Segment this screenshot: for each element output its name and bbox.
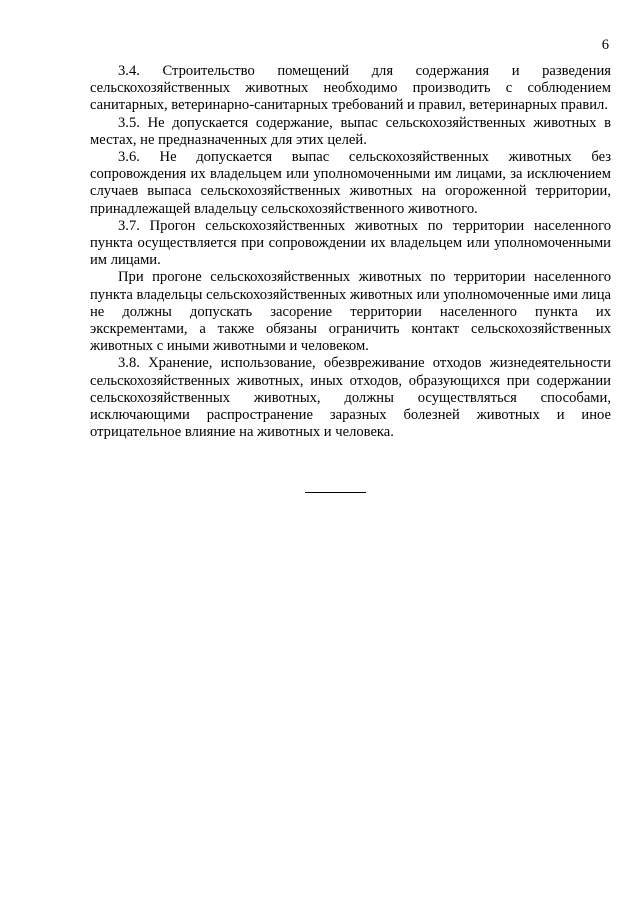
page-number: 6 bbox=[601, 37, 609, 53]
paragraph-3-7: 3.7. Прогон сельскохозяйственных животных по территории населенного пункта осуществляется при сопровождении их владельцем или уполномоченными им лицами. bbox=[90, 217, 611, 269]
paragraph-3-8: 3.8. Хранение, использование, обезвреживание отходов жизнедеятельности сельскохозяйственных животных, иных отходов, образующихся при содержании сельскохозяйственных животных, должны осуществляться способами, исключающими распространение заразных болезней животных и иное отрицательное влияние на животных и человека. bbox=[90, 355, 611, 441]
document-body bbox=[90, 63, 611, 441]
paragraph-3-6: 3.6. Не допускается выпас сельскохозяйственных животных без сопровождения их владельцем или уполномоченными им лицами, за исключением случаев выпаса сельскохозяйственных животных на огороженной территории, принадлежащей владельцу сельскохозяйственного животного. bbox=[90, 149, 611, 217]
end-of-text-rule bbox=[305, 492, 366, 493]
paragraph-3-5: 3.5. Не допускается содержание, выпас сельскохозяйственных животных в местах, не предназначенных для этих целей. bbox=[90, 114, 611, 148]
paragraph-3-4: 3.4. Строительство помещений для содержания и разведения сельскохозяйственных животных необходимо производить с соблюдением санитарных, ветеринарно-санитарных требований и правил, ветеринарных правил. bbox=[90, 63, 611, 114]
paragraph-3-7-continued: При прогоне сельскохозяйственных животных по территории населенного пункта владельцы сельскохозяйственных животных или уполномоченные ими лица не должны допускать засорение территории населенного пункта их экскрементами, а также обязаны ограничить контакт сельскохозяйственных животных с иными животными и человеком. bbox=[90, 269, 611, 355]
